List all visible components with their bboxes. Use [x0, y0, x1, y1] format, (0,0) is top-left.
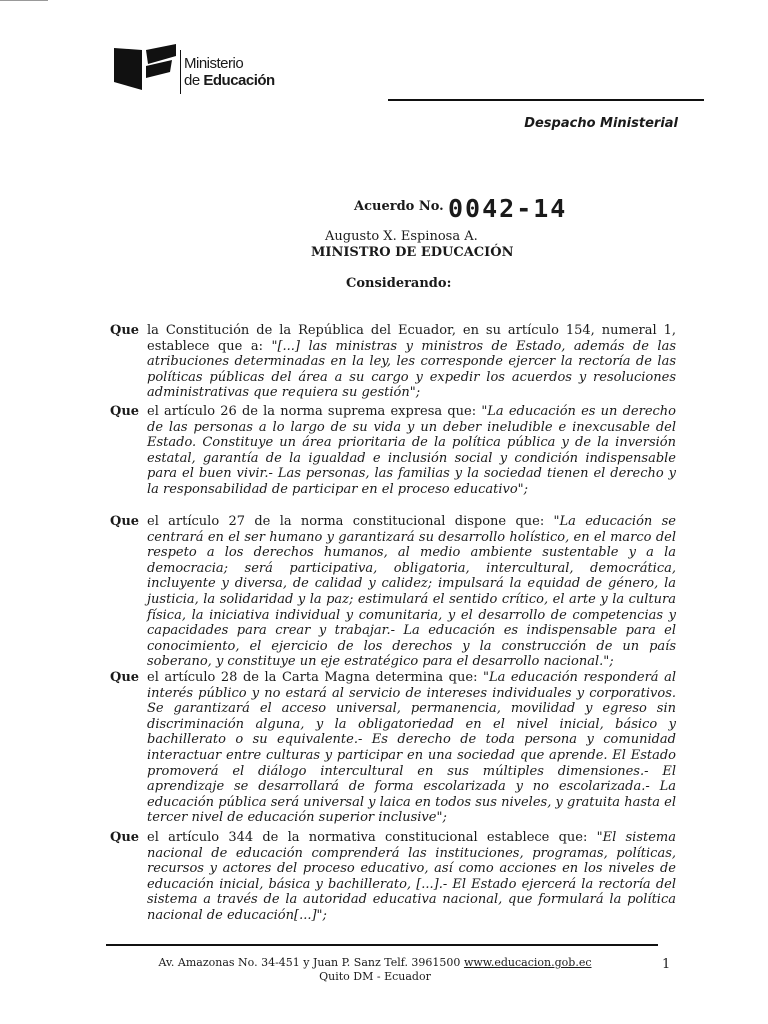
- clause-2: [110, 404, 676, 498]
- logo-divider: [180, 50, 181, 94]
- logo-line-1: Ministerio: [184, 55, 244, 72]
- scan-edge-mark: [0, 0, 48, 1]
- clause-keyword: Que: [110, 514, 140, 529]
- clause-keyword: Que: [110, 323, 140, 338]
- signer-name: Augusto X. Espinosa A.: [325, 229, 478, 244]
- clause-keyword: Que: [110, 830, 140, 845]
- footer-address-block: [130, 956, 620, 984]
- office-title: Despacho Ministerial: [524, 116, 678, 131]
- considerando-heading: Considerando:: [346, 276, 452, 291]
- agreement-number: 0042-14: [448, 194, 568, 223]
- clause-3: [110, 514, 676, 670]
- book-emblem-icon: [112, 44, 178, 94]
- clause-1: [110, 323, 676, 401]
- clause-text: el artículo 28 de la Carta Magna determina que: "La educación responderá al interés público y no estará al servicio de intereses individuales y corporativos. Se garantizará el acceso universal, permanencia, movilidad y egreso sin discriminación alguna, y la obligatoriedad en el nivel inicial, básico y bachillerato o su equivalente.- Es derecho de toda persona y comunidad interactuar entre culturas y participar en una sociedad que aprende. El Estado promoverá el diálogo intercultural en sus múltiples dimensiones.- El aprendizaje se desarrollará de forma escolarizada y no escolarizada.- La educación pública será universal y laica en todos sus niveles, y gratuita hasta el tercer nivel de educación superior inclusive";: [147, 670, 676, 826]
- clause-text: el artículo 344 de la normativa constitucional establece que: "El sistema nacional de educación comprenderá las instituciones, programas, políticas, recursos y actores del proceso educativo, así como acciones en los niveles de educación inicial, básica y bachillerato, [...].- El Estado ejercerá la rectoría del sistema a través de la autoridad educativa nacional, que formulará la política nacional de educación[...]";: [147, 830, 676, 923]
- signer-title: MINISTRO DE EDUCACIÓN: [311, 245, 514, 260]
- header-rule: [388, 99, 704, 101]
- page-number: 1: [662, 957, 671, 972]
- clause-text: el artículo 27 de la norma constitucional dispone que: "La educación se centrará en el ser humano y garantizará su desarrollo holístico, en el marco del respeto a los derechos humanos, al medio ambiente sustentable y a la democracia; será participativa, obligatoria, intercultural, democrática, incluyente y diversa, de calidad y calidez; impulsará la equidad de género, la justicia, la solidaridad y la paz; estimulará el sentido crítico, el arte y la cultura física, la iniciativa individual y comunitaria, y el desarrollo de competencias y capacidades para crear y trabajar.- La educación es indispensable para el conocimiento, el ejercicio de los derechos y la construcción de un país soberano, y constituye un eje estratégico para el desarrollo nacional.";: [147, 514, 676, 670]
- footer-city: Quito DM - Ecuador: [319, 970, 431, 983]
- agreement-label: Acuerdo No.: [354, 199, 444, 214]
- clause-text: la Constitución de la República del Ecuador, en su artículo 154, numeral 1, establece que a: "[...] las ministras y ministros de Estado, además de las atribuciones determinadas en la ley, les corresponde ejercer la rectoría de las políticas públicas del área a su cargo y expedir los acuerdos y resoluciones administrativas que requiera su gestión";: [147, 323, 676, 401]
- footer-website-link[interactable]: www.educacion.gob.ec: [463, 956, 592, 969]
- footer-rule: [106, 944, 658, 946]
- ministry-logo: [112, 44, 312, 100]
- footer-address-line: Av. Amazonas No. 34-451 y Juan P. Sanz Telf. 3961500 www.educacion.gob.ec: [158, 956, 592, 969]
- clause-4: [110, 670, 676, 826]
- logo-line-2: de Educación: [184, 72, 275, 89]
- clause-text: el artículo 26 de la norma suprema expresa que: "La educación es un derecho de las personas a lo largo de su vida y un deber ineludible e inexcusable del Estado. Constituye un área prioritaria de la política pública y de la inversión estatal, garantía de la igualdad e inclusión social y condición indispensable para el buen vivir.- Las personas, las familias y la sociedad tienen el derecho y la responsabilidad de participar en el proceso educativo";: [147, 404, 677, 497]
- clause-keyword: Que: [110, 404, 140, 419]
- clause-5: [110, 830, 676, 924]
- clause-keyword: Que: [110, 670, 140, 685]
